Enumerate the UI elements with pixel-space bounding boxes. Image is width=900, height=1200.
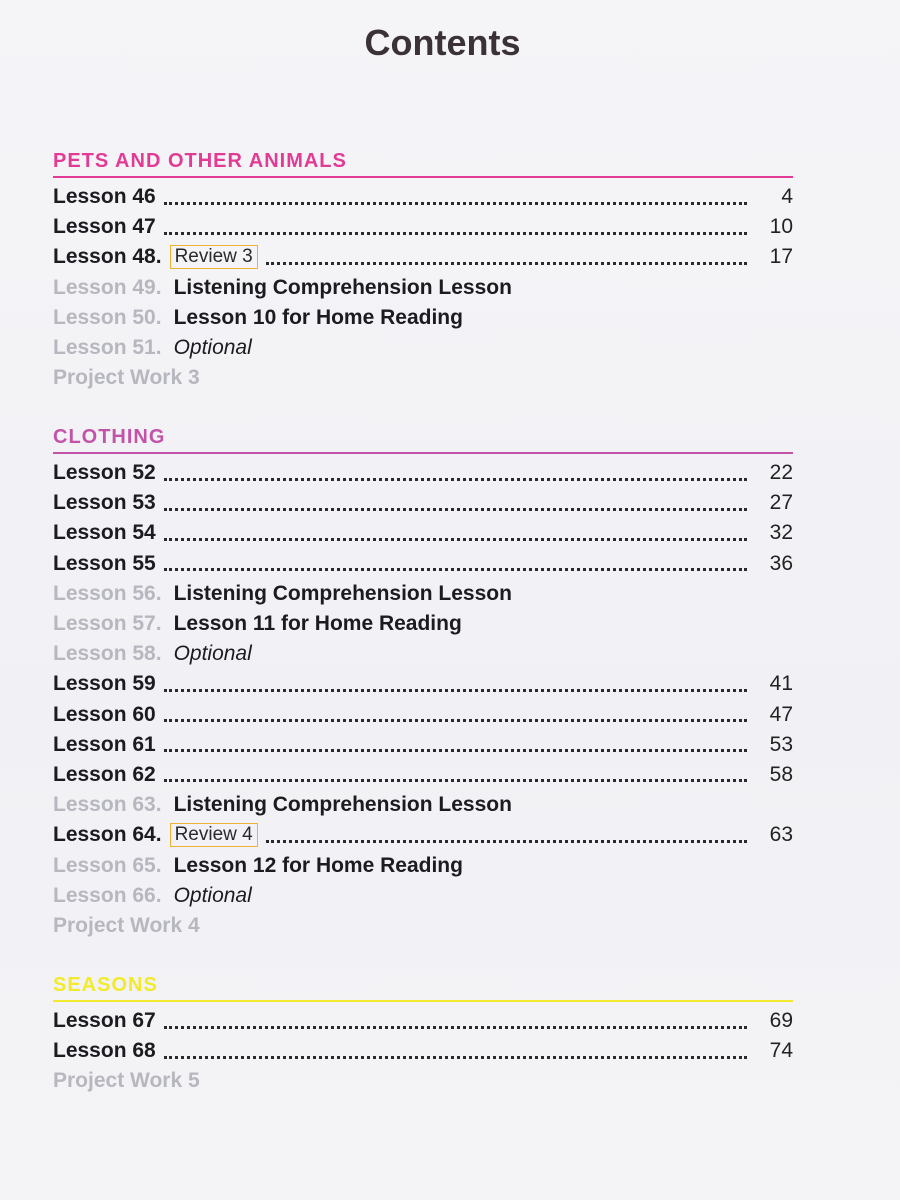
- toc-row: [53, 700, 793, 730]
- toc-lesson-subtitle: Listening Comprehension Lesson: [173, 793, 512, 817]
- review-badge: Review 4: [170, 823, 258, 847]
- toc-lesson-subtitle: Optional: [173, 642, 252, 666]
- toc-lesson-label: Lesson 55: [53, 551, 156, 575]
- section-title: SEASONS: [53, 974, 158, 996]
- review-badge: Review 3: [170, 245, 258, 269]
- page-number: 53: [769, 732, 793, 756]
- toc-row: [53, 760, 793, 790]
- toc-lesson-label: Lesson 62: [53, 762, 156, 786]
- toc-lesson-label: Lesson 63.: [53, 793, 162, 817]
- toc-row: [53, 609, 793, 639]
- page-number: 74: [769, 1039, 793, 1063]
- toc-lesson-subtitle: Listening Comprehension Lesson: [173, 581, 512, 605]
- toc-row: [53, 639, 793, 669]
- page-title: Contents: [364, 22, 521, 63]
- toc-lesson-label: Lesson 53: [53, 491, 156, 515]
- page-number: 32: [769, 521, 793, 545]
- toc-lesson-label: Lesson 60: [53, 702, 156, 726]
- toc-lesson-subtitle: Optional: [173, 883, 252, 907]
- page-number: 69: [769, 1009, 793, 1033]
- toc-rows: [53, 1006, 793, 1097]
- toc-row: [53, 730, 793, 760]
- toc-lesson-label: Lesson 64.: [53, 823, 162, 847]
- toc-row: [53, 911, 793, 941]
- toc-row: [53, 333, 793, 363]
- dot-leader: [164, 759, 747, 782]
- section-title: CLOTHING: [53, 426, 166, 448]
- toc-row: [53, 579, 793, 609]
- toc-row: [53, 669, 793, 699]
- section-title: PETS AND OTHER ANIMALS: [53, 150, 347, 172]
- toc-lesson-label: Lesson 59: [53, 672, 156, 696]
- toc-row: [53, 881, 793, 911]
- page-number: 17: [769, 245, 793, 269]
- toc-lesson-label: Lesson 58.: [53, 642, 162, 666]
- toc-lesson-label: Lesson 67: [53, 1009, 156, 1033]
- dot-leader: [266, 820, 747, 843]
- toc-row: [53, 303, 793, 333]
- toc-lesson-label: Project Work 4: [53, 913, 200, 937]
- dot-leader: [164, 212, 747, 235]
- toc-row: [53, 363, 793, 393]
- toc-row: [53, 820, 793, 850]
- toc-rows: [53, 458, 793, 941]
- page-number: 41: [769, 672, 793, 696]
- toc-row: [53, 549, 793, 579]
- page-number: 10: [769, 215, 793, 239]
- dot-leader: [164, 1006, 747, 1029]
- toc-lesson-label: Lesson 47: [53, 215, 156, 239]
- toc-lesson-label: Lesson 56.: [53, 581, 162, 605]
- page-number: 58: [769, 762, 793, 786]
- toc-lesson-subtitle: Lesson 11 for Home Reading: [173, 612, 462, 636]
- page-number: 27: [769, 491, 793, 515]
- dot-leader: [164, 548, 747, 571]
- toc-row: [53, 273, 793, 303]
- toc-lesson-label: Lesson 50.: [53, 305, 162, 329]
- toc-row: [53, 790, 793, 820]
- toc-lesson-subtitle: Lesson 12 for Home Reading: [173, 853, 463, 877]
- section-rule: [53, 452, 793, 454]
- toc-lesson-subtitle: Optional: [173, 336, 252, 360]
- toc-lesson-label: Lesson 57.: [53, 612, 162, 636]
- toc-lesson-label: Lesson 46: [53, 185, 156, 209]
- section-seasons: [53, 972, 793, 1097]
- dot-leader: [266, 242, 747, 265]
- toc-rows: [53, 182, 793, 393]
- page-number: 47: [769, 702, 793, 726]
- toc-lesson-label: Lesson 48.: [53, 245, 162, 269]
- dot-leader: [164, 729, 747, 752]
- toc-row: [53, 1006, 793, 1036]
- toc-lesson-label: Project Work 3: [53, 366, 200, 390]
- toc-row: [53, 1036, 793, 1066]
- toc-lesson-label: Lesson 61: [53, 732, 156, 756]
- toc-row: [53, 242, 793, 272]
- dot-leader: [164, 458, 747, 481]
- toc-lesson-label: Project Work 5: [53, 1069, 200, 1093]
- toc-lesson-subtitle: Lesson 10 for Home Reading: [173, 305, 463, 329]
- dot-leader: [164, 182, 747, 205]
- page-number: 22: [769, 461, 793, 485]
- toc-lesson-label: Lesson 51.: [53, 336, 162, 360]
- toc-lesson-label: Lesson 52: [53, 461, 156, 485]
- toc-row: [53, 518, 793, 548]
- section-rule: [53, 176, 793, 178]
- toc-lesson-label: Lesson 54: [53, 521, 156, 545]
- section-clothing: [53, 424, 793, 941]
- dot-leader: [164, 488, 747, 511]
- dot-leader: [164, 699, 747, 722]
- toc-row: [53, 458, 793, 488]
- toc-row: [53, 182, 793, 212]
- toc-lesson-label: Lesson 49.: [53, 275, 162, 299]
- toc-lesson-label: Lesson 66.: [53, 883, 162, 907]
- section-rule: [53, 1000, 793, 1002]
- toc-row: [53, 488, 793, 518]
- toc-row: [53, 212, 793, 242]
- dot-leader: [164, 1036, 747, 1059]
- page-number: 36: [769, 551, 793, 575]
- dot-leader: [164, 518, 747, 541]
- toc-lesson-label: Lesson 65.: [53, 853, 162, 877]
- page-number: 4: [781, 185, 793, 209]
- toc-lesson-subtitle: Listening Comprehension Lesson: [173, 275, 512, 299]
- toc-lesson-label: Lesson 68: [53, 1039, 156, 1063]
- section-pets: [53, 148, 793, 393]
- toc-row: [53, 1066, 793, 1096]
- page-number: 63: [769, 823, 793, 847]
- toc-row: [53, 850, 793, 880]
- dot-leader: [164, 669, 747, 692]
